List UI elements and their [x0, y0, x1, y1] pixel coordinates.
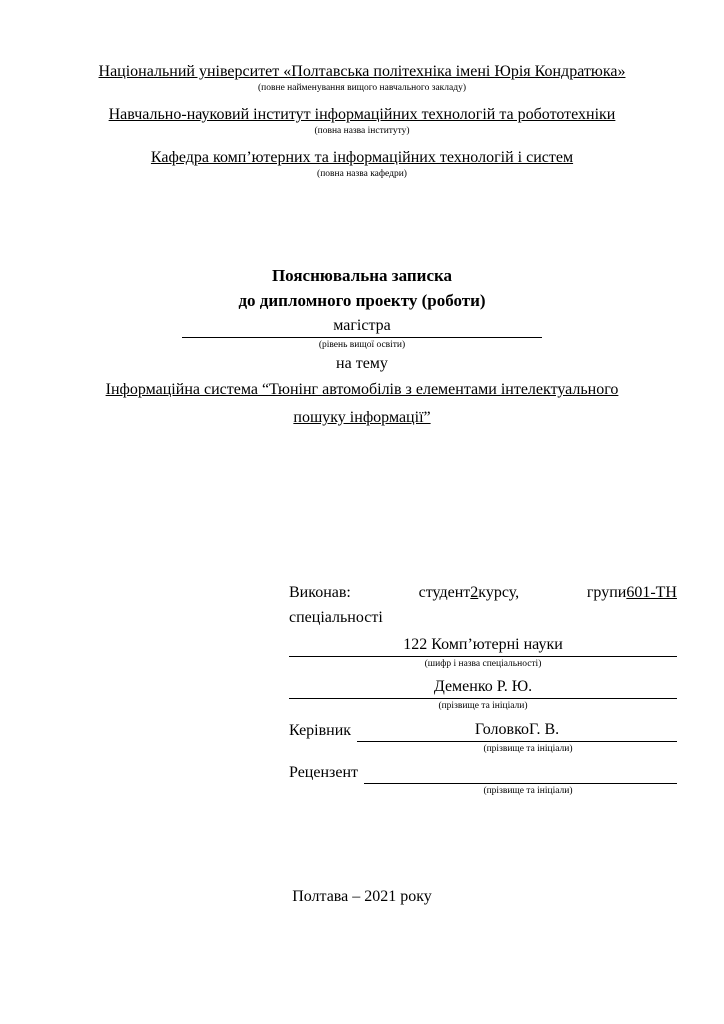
institute-caption: (повна назва інституту) [314, 126, 410, 136]
department-heading [0, 148, 724, 168]
specialty-value-line: 122 Комп’ютерні науки [289, 634, 677, 657]
student-label: студент [418, 584, 471, 601]
supervisor-label: Керівник [289, 722, 352, 739]
theme-text-line1: Інформаційна система “Тюнінг автомобілів з елементами інтелектуального [105, 381, 619, 398]
student-name-line: Деменко Р. Ю. [289, 676, 677, 699]
supervisor-row [289, 719, 677, 742]
document-title-line1: Пояснювальна записка [271, 266, 453, 285]
supervisor-caption: (прізвище та ініціали) [483, 744, 573, 754]
university-caption: (повне найменування вищого навчального закладу) [258, 83, 466, 93]
footer-city-year: Полтава – 2021 року [292, 888, 432, 905]
reviewer-caption: (прізвище та ініціали) [483, 786, 573, 796]
group-number: 601-ТН [626, 584, 677, 601]
reviewer-label: Рецензент [289, 764, 358, 781]
department-caption: (повна назва кафедри) [317, 169, 407, 179]
university-heading [0, 62, 724, 82]
title-block [0, 263, 724, 432]
specialty-caption: (шифр і назва спеціальності) [424, 659, 542, 669]
document-title-line2: до дипломного проекту (роботи) [238, 291, 486, 310]
theme-label: на тему [336, 355, 388, 372]
reviewer-row [289, 762, 677, 784]
executor-row [289, 580, 677, 605]
theme-line2 [0, 404, 724, 432]
course-number: 2 [470, 584, 479, 601]
performed-label: Виконав: [289, 584, 351, 601]
course-suffix: курсу, [478, 584, 520, 601]
institute-heading [0, 105, 724, 125]
department-name: Кафедра комп’ютерних та інформаційних технологій і систем [150, 149, 574, 166]
institute-name: Навчально-науковий інститут інформаційних технологій та робототехніки [108, 106, 616, 123]
group [587, 580, 677, 605]
student-name-caption: (прізвище та ініціали) [438, 701, 528, 711]
group-label: групи [586, 584, 627, 601]
degree-caption: (рівень вищої освіти) [318, 340, 406, 350]
executor-block [289, 580, 677, 799]
student-course [419, 580, 520, 605]
university-name: Національний університет «Полтавська політехніка імені Юрія Кондратюка» [98, 63, 626, 80]
degree-line: магістра [182, 315, 542, 338]
supervisor-name-line: ГоловкоГ. В. [357, 719, 677, 742]
specialty-label: спеціальності [289, 609, 383, 626]
theme-text-line2: пошуку інформації” [293, 409, 431, 426]
theme-line1 [0, 376, 724, 404]
